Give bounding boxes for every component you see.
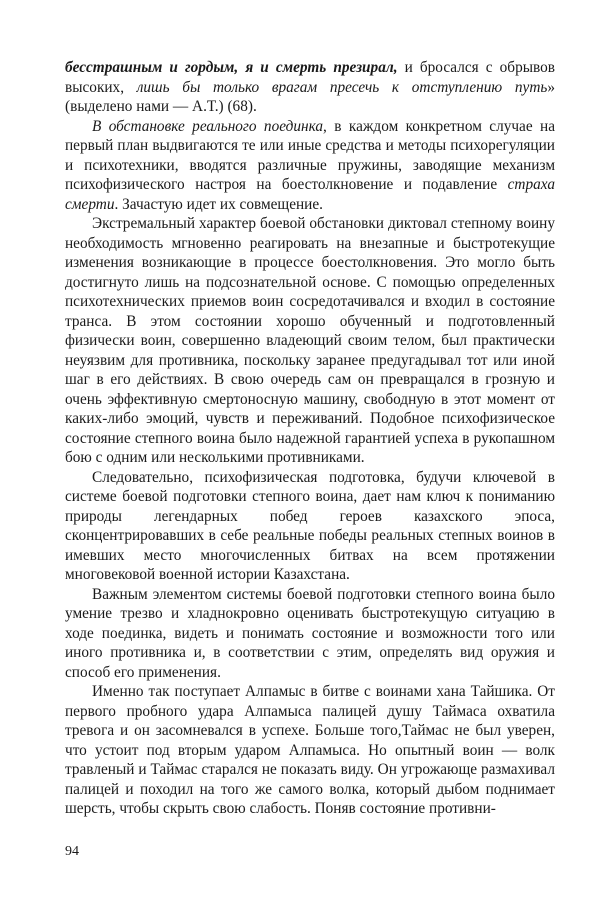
paragraph-2-text-end: . Зачастую идет их совмещение. — [114, 195, 323, 213]
paragraph-1-text-end: » (выделено нами — А.Т.) (68). — [65, 78, 555, 115]
paragraph-5-text: Важным элементом системы боевой подготовки степного воина было умение трезво и хладнокровно оценивать быстротекущую ситуацию в ходе поединка, видеть и понимать состояние и возможности того или иного противника и, в соответствии с этим, определять вид оружия и способ его применения. — [65, 585, 555, 681]
paragraph-1 — [65, 58, 555, 117]
paragraph-2-italic: В обстановке реального поединка — [92, 117, 324, 135]
paragraph-6-text: Именно так поступает Алпамыс в битве с воинами хана Тайшика. От первого пробного удара Алпамыса палицей душу Таймаса охватила тревога и он засомневался в успехе. Больше того,Таймас не был уверен, что устоит под вторым ударом Алпамыса. Но опытный воин — волк травленый и Таймас старался не показать виду. Он угрожающе размахивал палицей и походил на того же самого волка, который дыбом поднимает шерсть, чтобы скрыть свою слабость. Поняв состояние противни- — [65, 683, 555, 817]
paragraph-3 — [65, 214, 555, 468]
paragraph-1-text: и бросался с обрывов высоких, — [65, 59, 555, 96]
page-number: 94 — [65, 844, 79, 859]
paragraph-1-bold-italic: бесстрашным и гордым, я и смерть презирал, — [65, 59, 398, 76]
paragraph-2-text: , в каждом конкретном случае на первый план выдвигаются те или иные средства и методы психорегуляции и психотехники, вводятся различные пружины, заводящие механизм психофизического настроя на боестолкновение и подавление — [65, 117, 556, 193]
paragraph-2-italic-2: страха смерти — [65, 176, 555, 213]
paragraph-4 — [65, 468, 555, 585]
page-body — [65, 58, 555, 819]
paragraph-3-text: Экстремальный характер боевой обстановки диктовал степному воину необходимость мгновенно реагировать на внезапные и быстротекущие изменения возникающие в процессе боестолкновения. Это могло быть достигнуто лишь на подсознательной основе. С помощью определенных психотехнических приемов воин сосредотачивался и входил в состояние транса. В этом состоянии хорошо обученный и подготовленный физически воин, совершенно владеющий своим телом, был практически неуязвим для противника, поскольку заранее предугадывал тот или иной шаг в его действиях. В свою очередь сам он превращался в грозную и очень эффективную смертоносную машину, свободную в этот момент от каких-либо эмоций, чувств и переживаний. Подобное психофизическое состояние степного воина было надежной гарантией успеха в рукопашном бою с одним или несколькими противниками. — [65, 215, 555, 466]
paragraph-1-italic: лишь бы только врагам пресечь к отступлению путь — [136, 78, 548, 96]
paragraph-6 — [65, 682, 555, 819]
paragraph-5 — [65, 585, 555, 683]
paragraph-4-text: Следовательно, психофизическая подготовка, будучи ключевой в системе боевой подготовки степного воина, дает нам ключ к пониманию природы легендарных побед героев казахского эпоса, сконцентрировавших в себе реальные победы реальных степных воинов в имевших место многочисленных битвах на всем протяжении многовековой военной истории Казахстана. — [65, 468, 555, 583]
paragraph-2 — [65, 117, 555, 215]
